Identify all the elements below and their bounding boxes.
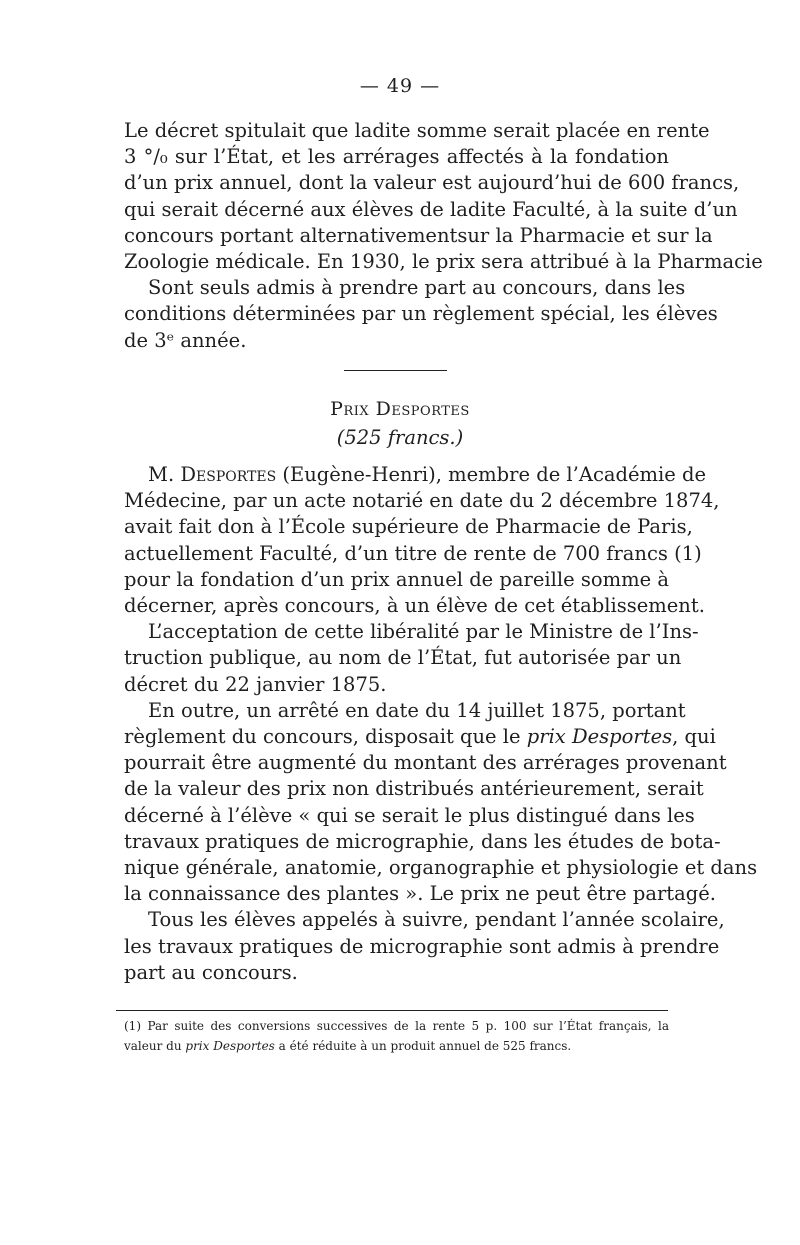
paragraph-eligibility bbox=[124, 907, 725, 986]
text-line: qui serait décerné aux élèves de ladite Faculté, à la suite d’un bbox=[124, 197, 738, 221]
text-line: de la valeur des prix non distribués antérieurement, serait bbox=[124, 777, 704, 801]
text-line: les travaux pratiques de micrographie sont admis à prendre bbox=[124, 934, 720, 958]
text-line: Le décret spitulait que ladite somme serait placée en rente bbox=[124, 119, 710, 142]
intro-text bbox=[124, 118, 763, 354]
text-line: 3 °/₀ sur l’État, et les arrérages affectés à la fondation bbox=[124, 145, 669, 169]
text-line: avait fait don à l’École supérieure de Pharmacie de Paris, bbox=[124, 515, 693, 539]
footnote-line: (1) Par suite des conversions successives de la rente 5 p. 100 sur l’État français, la bbox=[124, 1019, 669, 1033]
text-line: part au concours. bbox=[124, 960, 298, 984]
text-line: travaux pratiques de micrographie, dans les études de bota- bbox=[124, 829, 721, 853]
text-line: nique générale, anatomie, organographie et physiologie et dans bbox=[124, 856, 758, 880]
page-number: — 49 — bbox=[359, 75, 441, 97]
text-line: actuellement Faculté, d’un titre de rente de 700 francs (1) bbox=[124, 541, 702, 565]
text-line: Médecine, par un acte notarié en date du 2 décembre 1874, bbox=[124, 489, 720, 513]
text-line bbox=[124, 724, 716, 750]
paragraph-acceptance bbox=[124, 619, 699, 698]
line-prefix: M. bbox=[148, 463, 181, 486]
footnote-line bbox=[124, 1036, 669, 1056]
text-line: de 3ᵉ année. bbox=[124, 328, 247, 352]
paragraph-admission bbox=[124, 275, 718, 354]
text-line: Tous les élèves appelés à suivre, pendant l’année scolaire, bbox=[148, 908, 725, 932]
text-line bbox=[124, 462, 707, 488]
line-before: règlement du concours, disposait que le bbox=[124, 725, 527, 749]
text-line: truction publique, au nom de l’État, fut autorisée par un bbox=[124, 646, 682, 670]
line-before: valeur du bbox=[124, 1039, 186, 1053]
text-line: Sont seuls admis à prendre part au concours, dans les bbox=[148, 276, 686, 300]
text-line: Zoologie médicale. En 1930, le prix sera attribué à la Pharmacie bbox=[124, 250, 763, 274]
paragraph-donation bbox=[124, 462, 720, 619]
prix-desportes-text bbox=[124, 462, 758, 986]
text-line: d’un prix annuel, dont la valeur est aujourd’hui de 600 francs, bbox=[124, 171, 740, 195]
line-rest: (Eugène-Henri), membre de l’Académie de bbox=[276, 463, 707, 486]
line-after: , qui bbox=[672, 725, 716, 749]
prix-desportes-italic: prix Desportes bbox=[526, 725, 673, 749]
text-line: pour la fondation d’un prix annuel de pareille somme à bbox=[124, 567, 669, 591]
section-amount: (525 francs.) bbox=[336, 426, 464, 449]
text-line: conditions déterminées par un règlement spécial, les élèves bbox=[124, 302, 718, 326]
text-line: concours portant alternativementsur la Pharmacie et sur la bbox=[124, 223, 713, 247]
section-title: Prix Desportes bbox=[330, 398, 470, 420]
text-line: En outre, un arrêté en date du 14 juillet 1875, portant bbox=[148, 698, 686, 722]
paragraph-decree-rente bbox=[124, 118, 763, 275]
text-line: décerner, après concours, à un élève de cet établissement. bbox=[124, 594, 705, 618]
footnote-rule bbox=[116, 1010, 668, 1011]
line-after: a été réduite à un produit annuel de 525 francs. bbox=[274, 1039, 572, 1053]
donor-name: Desportes bbox=[180, 463, 277, 486]
text-line: décret du 22 janvier 1875. bbox=[124, 672, 387, 696]
section-separator bbox=[344, 370, 447, 371]
footnote bbox=[124, 1016, 669, 1056]
text-line: pourrait être augmenté du montant des arrérages provenant bbox=[124, 751, 727, 775]
text-line: L’acceptation de cette libéralité par le Ministre de l’Ins- bbox=[148, 620, 699, 644]
prix-desportes-italic: prix Desportes bbox=[185, 1039, 275, 1053]
text-line: décerné à l’élève « qui se serait le plus distingué dans les bbox=[124, 803, 695, 827]
paragraph-reglement bbox=[124, 698, 758, 908]
text-line: la connaissance des plantes ». Le prix ne peut être partagé. bbox=[124, 882, 716, 906]
